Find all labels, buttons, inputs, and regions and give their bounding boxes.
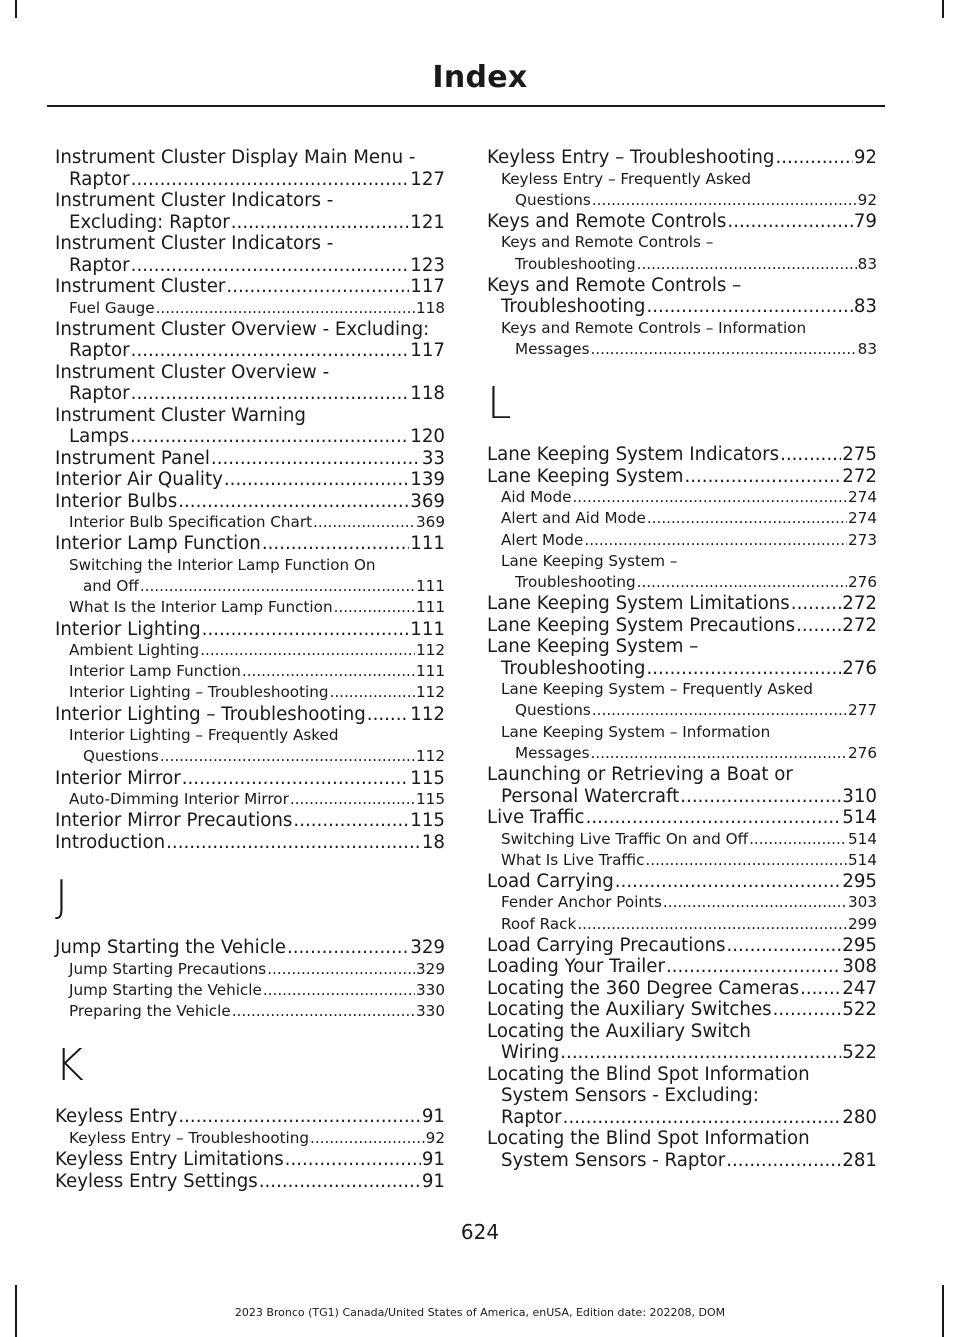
entry-text: Interior Lamp Function [69, 662, 241, 681]
footer-edition: 2023 Bronco (TG1) Canada/United States of America, enUSA, Edition date: 202208, DOM [234, 1306, 726, 1319]
dot-leader [242, 661, 415, 682]
dot-leader [590, 743, 847, 764]
index-subentry[interactable] [55, 661, 445, 682]
dot-leader [663, 892, 847, 913]
page-reference[interactable]: 276 [848, 743, 877, 762]
dot-leader [226, 276, 409, 298]
index-entry[interactable] [55, 276, 445, 298]
page-reference[interactable]: 83 [857, 340, 877, 359]
crop-mark-top-left [15, 0, 17, 18]
dot-leader [584, 530, 847, 551]
page-reference[interactable]: 295 [842, 870, 877, 892]
entry-text: Raptor [69, 254, 130, 276]
dot-leader [334, 597, 415, 618]
entry-text: Aid Mode [501, 488, 572, 507]
entry-text: What Is Live Traffic [501, 850, 645, 869]
index-entry[interactable] [487, 275, 877, 318]
index-subentry[interactable] [55, 555, 445, 597]
entry-text: Interior Air Quality [55, 469, 223, 491]
page-reference[interactable]: 91 [421, 1170, 445, 1192]
entry-text: Instrument Cluster Overview - Excluding: [55, 318, 430, 340]
index-entry[interactable] [55, 319, 445, 362]
entry-text: Live Traffic [487, 807, 585, 829]
dot-leader [577, 914, 847, 935]
dot-leader [211, 448, 421, 470]
dot-leader [367, 704, 410, 726]
dot-leader [178, 1106, 421, 1128]
section-letter: K [55, 1040, 84, 1092]
index-entry[interactable] [487, 1128, 877, 1171]
entry-text: Keys and Remote Controls – [501, 233, 714, 252]
page-reference[interactable]: 112 [416, 747, 445, 766]
entry-text: Keyless Entry – Troubleshooting [69, 1128, 310, 1147]
entry-text: Troubleshooting [501, 296, 646, 318]
entry-text: Interior Bulb Specification Chart [69, 513, 313, 532]
page-reference[interactable]: 111 [410, 533, 445, 555]
page-reference[interactable]: 330 [416, 980, 445, 999]
page-reference[interactable]: 139 [410, 469, 445, 491]
entry-text: Instrument Cluster Indicators - [55, 233, 334, 254]
dot-leader [287, 937, 409, 959]
index-subentry[interactable] [55, 512, 445, 533]
page-reference[interactable]: 522 [842, 999, 877, 1021]
page-reference[interactable]: 514 [848, 850, 877, 869]
entry-text: Keyless Entry Settings [55, 1170, 258, 1192]
page-reference[interactable]: 277 [848, 701, 877, 720]
entry-text: Keys and Remote Controls – Information [501, 318, 807, 337]
dot-leader [285, 1149, 421, 1171]
dot-leader [775, 147, 852, 169]
entry-text: Raptor [501, 1106, 562, 1128]
index-subentry[interactable] [487, 530, 877, 551]
page-reference[interactable]: 276 [842, 657, 877, 679]
page-reference[interactable]: 310 [842, 785, 877, 807]
entry-text: Lane Keeping System Precautions [487, 614, 796, 636]
page-reference[interactable]: 120 [410, 426, 445, 448]
dot-leader [586, 807, 842, 829]
index-entry[interactable] [487, 1021, 877, 1064]
entry-text: Excluding: Raptor [69, 211, 230, 233]
section-letter: L [487, 378, 512, 430]
entry-text: Lane Keeping System – Frequently Asked [501, 680, 813, 699]
index-subentry[interactable] [487, 169, 877, 211]
index-entry[interactable] [55, 937, 445, 959]
dot-leader [560, 1042, 841, 1064]
entry-text: Jump Starting the Vehicle [55, 937, 286, 959]
index-entry[interactable] [55, 405, 445, 448]
dot-leader [780, 444, 841, 466]
crop-mark-top-right [942, 0, 944, 18]
dot-leader [156, 298, 415, 319]
entry-text: Messages [515, 340, 590, 359]
entry-text: Interior Mirror [55, 767, 181, 789]
entry-text: Lane Keeping System – [501, 551, 678, 570]
dot-leader [646, 658, 841, 680]
index-subentry[interactable] [55, 789, 445, 810]
page-reference[interactable]: 121 [410, 211, 445, 233]
page-reference[interactable]: 275 [842, 444, 877, 466]
page-reference[interactable]: 115 [416, 790, 445, 809]
dot-leader [263, 980, 415, 1001]
index-subentry[interactable] [55, 980, 445, 1001]
entry-text: Introduction [55, 831, 166, 853]
page-reference[interactable]: 83 [857, 254, 877, 273]
index-entry[interactable] [487, 978, 877, 1000]
entry-text: Interior Lamp Function [55, 533, 261, 555]
page-reference[interactable]: 117 [410, 340, 445, 362]
entry-text: Questions [515, 701, 591, 720]
index-entry[interactable] [55, 810, 445, 832]
entry-text: Keyless Entry [55, 1106, 178, 1128]
index-subentry[interactable] [55, 725, 445, 767]
page-reference[interactable]: 329 [410, 937, 445, 959]
dot-leader [684, 466, 841, 488]
index-entry[interactable] [487, 1064, 877, 1129]
dot-leader [615, 871, 842, 893]
page-reference[interactable]: 330 [416, 1002, 445, 1021]
entry-text: Interior Bulbs [55, 490, 178, 512]
entry-text: Load Carrying Precautions [487, 934, 726, 956]
page-reference[interactable]: 329 [416, 959, 445, 978]
page-number: 624 [460, 1220, 500, 1244]
dot-leader [140, 576, 415, 597]
entry-text: Raptor [69, 340, 130, 362]
section-letter: J [55, 871, 68, 923]
index-entry[interactable] [487, 871, 877, 893]
dot-leader [637, 572, 847, 593]
dot-leader [749, 829, 847, 850]
entry-text: Jump Starting Precautions [69, 959, 267, 978]
dot-leader [131, 169, 410, 191]
entry-text: Load Carrying [487, 870, 614, 892]
page-reference[interactable]: 295 [842, 934, 877, 956]
page-reference[interactable]: 369 [410, 490, 445, 512]
entry-text: Interior Lighting – Troubleshooting [55, 703, 366, 725]
index-subentry[interactable] [487, 487, 877, 508]
page-reference[interactable]: 92 [425, 1128, 445, 1147]
entry-text: Fuel Gauge [69, 298, 155, 317]
page-reference[interactable]: 369 [416, 513, 445, 532]
page-reference[interactable]: 118 [416, 298, 445, 317]
page-reference[interactable]: 274 [848, 509, 877, 528]
index-entry[interactable] [55, 619, 445, 641]
dot-leader [131, 340, 410, 362]
dot-leader [267, 959, 415, 980]
entry-text: Keyless Entry Limitations [55, 1149, 284, 1171]
entry-text: Lane Keeping System Limitations [487, 593, 790, 615]
dot-leader [680, 786, 841, 808]
index-subentry[interactable] [487, 508, 877, 529]
entry-text: Alert and Aid Mode [501, 509, 646, 528]
page-reference[interactable]: 18 [421, 831, 445, 853]
dot-leader [647, 508, 847, 529]
dot-leader [232, 1001, 415, 1022]
index-entry[interactable] [55, 233, 445, 276]
entry-text: Interior Lighting – Troubleshooting [69, 683, 329, 702]
dot-leader [293, 810, 409, 832]
dot-leader [182, 768, 410, 790]
page-reference[interactable]: 272 [842, 614, 877, 636]
dot-leader [791, 593, 842, 615]
page-reference[interactable]: 299 [848, 914, 877, 933]
index-subentry[interactable] [55, 682, 445, 703]
index-subentry[interactable] [487, 551, 877, 593]
index-subentry[interactable] [55, 1001, 445, 1022]
page-reference[interactable]: 280 [842, 1106, 877, 1128]
entry-text: Personal Watercraft [501, 785, 680, 807]
page-reference[interactable]: 514 [842, 807, 877, 829]
entry-text: Preparing the Vehicle [69, 1002, 231, 1021]
index-column-right [487, 147, 877, 1171]
page-reference[interactable]: 118 [410, 383, 445, 405]
entry-text: Interior Lighting [55, 618, 201, 640]
entry-text: Questions [515, 190, 591, 209]
index-subentry[interactable] [487, 850, 877, 871]
index-entry[interactable] [55, 448, 445, 470]
entry-text: What Is the Interior Lamp Function [69, 598, 333, 617]
dot-leader [310, 1128, 425, 1149]
page-reference[interactable]: 79 [853, 210, 877, 232]
index-entry[interactable] [55, 1149, 445, 1171]
index-entry[interactable] [487, 935, 877, 957]
page-reference[interactable]: 274 [848, 488, 877, 507]
index-entry[interactable] [487, 636, 877, 679]
page-reference[interactable]: 115 [410, 810, 445, 832]
index-subentry[interactable] [487, 829, 877, 850]
page-reference[interactable]: 123 [410, 254, 445, 276]
page-reference[interactable]: 83 [853, 296, 877, 318]
entry-text: Raptor [69, 168, 130, 190]
entry-text: Switching the Interior Lamp Function On [69, 555, 376, 574]
page-title: Index [432, 60, 528, 95]
entry-text: Launching or Retrieving a Boat or [487, 764, 793, 786]
entry-text: Alert Mode [501, 530, 584, 549]
dot-leader [592, 700, 847, 721]
entry-text: Keys and Remote Controls – [487, 274, 742, 296]
page-reference[interactable]: 33 [421, 447, 445, 469]
entry-text: Lane Keeping System Indicators [487, 444, 780, 466]
index-entry[interactable] [55, 1171, 445, 1193]
dot-leader [290, 789, 415, 810]
index-subentry[interactable] [487, 722, 877, 764]
dot-leader [130, 426, 409, 448]
page-reference[interactable]: 112 [416, 641, 445, 660]
dot-leader [131, 383, 410, 405]
dot-leader [645, 850, 847, 871]
page-reference[interactable]: 112 [410, 703, 445, 725]
entry-text: Keyless Entry – Frequently Asked [501, 169, 752, 188]
index-entry[interactable] [487, 764, 877, 807]
entry-text: Ambient Lighting [69, 641, 200, 660]
entry-text: Locating the Auxiliary Switch [487, 1020, 751, 1042]
index-entry[interactable] [55, 362, 445, 405]
index-entry[interactable] [55, 533, 445, 555]
index-entry[interactable] [55, 190, 445, 233]
dot-leader [727, 211, 852, 233]
entry-text: Instrument Cluster Warning [55, 404, 306, 426]
entry-text: Jump Starting the Vehicle [69, 980, 262, 999]
entry-text: Instrument Cluster [55, 276, 226, 297]
dot-leader [590, 339, 856, 360]
entry-text: Keys and Remote Controls [487, 210, 727, 232]
index-entry[interactable] [487, 466, 877, 488]
index-entry[interactable] [487, 615, 877, 637]
index-subentry[interactable] [487, 679, 877, 721]
page-reference[interactable]: 111 [416, 662, 445, 681]
entry-text: Instrument Cluster Overview - [55, 361, 330, 383]
page-reference[interactable]: 91 [421, 1149, 445, 1171]
index-entry[interactable] [55, 704, 445, 726]
page-reference[interactable]: 111 [410, 618, 445, 640]
index-entry[interactable] [55, 469, 445, 491]
dot-leader [160, 746, 415, 767]
dot-leader [592, 190, 857, 211]
index-entry[interactable] [487, 999, 877, 1021]
entry-text: Lamps [69, 426, 130, 448]
index-entry[interactable] [487, 956, 877, 978]
dot-leader [166, 832, 421, 854]
page-reference[interactable]: 272 [842, 465, 877, 487]
index-subentry[interactable] [55, 1128, 445, 1149]
dot-leader [572, 487, 847, 508]
entry-text: Troubleshooting [501, 657, 646, 679]
page-reference[interactable]: 111 [416, 577, 445, 596]
index-column-left [55, 147, 445, 1192]
index-subentry[interactable] [487, 914, 877, 935]
entry-text: Lane Keeping System – Information [501, 722, 771, 741]
header-rule [47, 105, 885, 107]
dot-leader [262, 533, 409, 555]
entry-text: Locating the Blind Spot Information [487, 1128, 810, 1150]
entry-text: Troubleshooting [515, 254, 636, 273]
entry-text: Interior Lighting – Frequently Asked [69, 726, 339, 745]
dot-leader [726, 1150, 841, 1172]
dot-leader [796, 615, 841, 637]
dot-leader [202, 619, 410, 641]
dot-leader [131, 255, 410, 277]
page-reference[interactable]: 272 [842, 593, 877, 615]
index-subentry[interactable] [487, 232, 877, 274]
entry-text: Fender Anchor Points [501, 893, 662, 912]
index-entry[interactable] [487, 147, 877, 169]
entry-text: System Sensors - Excluding: [501, 1085, 759, 1107]
entry-text: Lane Keeping System [487, 465, 684, 487]
index-entry[interactable] [55, 832, 445, 854]
entry-text: Keyless Entry – Troubleshooting [487, 147, 775, 168]
entry-text: Wiring [501, 1042, 560, 1064]
page-reference[interactable]: 117 [410, 276, 445, 297]
page-reference[interactable]: 111 [416, 598, 445, 617]
dot-leader [224, 469, 409, 491]
index-subentry[interactable] [55, 640, 445, 661]
entry-text: Troubleshooting [515, 573, 636, 592]
dot-leader [646, 296, 852, 318]
entry-text: Locating the Auxiliary Switches [487, 999, 772, 1021]
index-entry[interactable] [55, 768, 445, 790]
index-subentry[interactable] [487, 892, 877, 913]
entry-text: Lane Keeping System – [487, 636, 699, 658]
entry-text: Locating the 360 Degree Cameras [487, 977, 800, 999]
page-reference[interactable]: 247 [842, 977, 877, 999]
page-reference[interactable]: 522 [842, 1042, 877, 1064]
index-entry[interactable] [55, 147, 445, 190]
index-entry[interactable] [55, 491, 445, 513]
page-reference[interactable]: 308 [842, 956, 877, 978]
entry-text: Interior Mirror Precautions [55, 810, 293, 832]
page-reference[interactable]: 281 [842, 1149, 877, 1171]
page-reference[interactable]: 514 [848, 829, 877, 848]
dot-leader [800, 978, 841, 1000]
entry-text: Questions [83, 747, 159, 766]
index-subentry[interactable] [487, 318, 877, 360]
entry-text: and Off [83, 577, 139, 596]
entry-text: Roof Rack [501, 914, 577, 933]
dot-leader [726, 935, 841, 957]
index-entry[interactable] [487, 211, 877, 233]
page-reference[interactable]: 115 [410, 767, 445, 789]
index-entry[interactable] [487, 444, 877, 466]
dot-leader [200, 640, 415, 661]
dot-leader [178, 491, 409, 513]
page-reference[interactable]: 92 [853, 147, 877, 168]
page-reference[interactable]: 127 [410, 168, 445, 190]
entry-text: Instrument Cluster Indicators - [55, 190, 334, 211]
page-reference[interactable]: 276 [848, 573, 877, 592]
entry-text: Messages [515, 743, 590, 762]
entry-text: Auto-Dimming Interior Mirror [69, 790, 289, 809]
dot-leader [313, 512, 415, 533]
dot-leader [666, 956, 841, 978]
entry-text: Instrument Panel [55, 447, 210, 469]
entry-text: Switching Live Traffic On and Off [501, 829, 749, 848]
entry-text: Raptor [69, 383, 130, 405]
dot-leader [330, 682, 415, 703]
index-entry[interactable] [55, 1106, 445, 1128]
index-entry[interactable] [487, 593, 877, 615]
entry-text: Locating the Blind Spot Information [487, 1063, 810, 1085]
dot-leader [231, 212, 410, 234]
dot-leader [637, 254, 857, 275]
index-subentry[interactable] [55, 298, 445, 319]
index-subentry[interactable] [55, 959, 445, 980]
page-reference[interactable]: 112 [416, 683, 445, 702]
index-subentry[interactable] [55, 597, 445, 618]
index-entry[interactable] [487, 807, 877, 829]
dot-leader [773, 999, 842, 1021]
entry-text: System Sensors - Raptor [501, 1149, 726, 1171]
page-reference[interactable]: 91 [421, 1106, 445, 1128]
page-reference[interactable]: 92 [857, 190, 877, 209]
page-reference[interactable]: 273 [848, 530, 877, 549]
entry-text: Instrument Cluster Display Main Menu - [55, 147, 416, 168]
dot-leader [563, 1107, 842, 1129]
dot-leader [259, 1171, 421, 1193]
entry-text: Loading Your Trailer [487, 956, 665, 978]
page-reference[interactable]: 303 [848, 893, 877, 912]
